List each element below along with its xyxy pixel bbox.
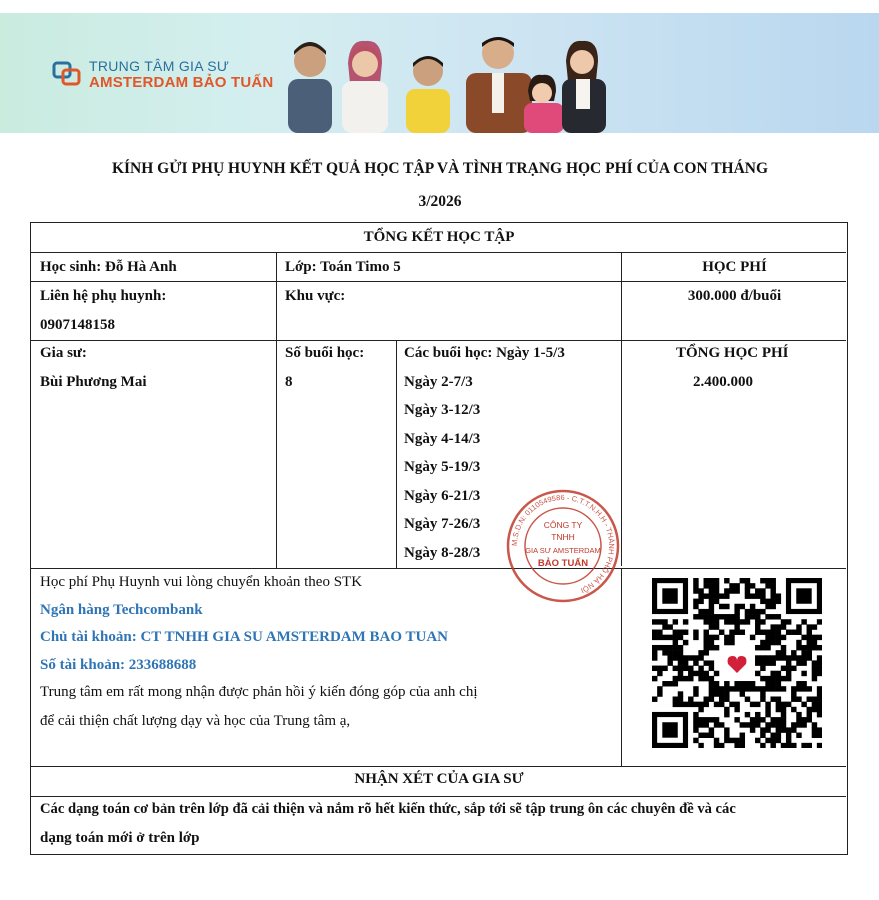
stamp-line: GIA SƯ AMSTERDAM <box>525 546 601 555</box>
sessions-label: Số buổi học: <box>285 345 365 361</box>
company-stamp-icon <box>505 488 621 604</box>
fee-per-session: 300.000 đ/buổi <box>687 288 782 304</box>
bank-name: Ngân hàng Techcombank <box>40 602 203 618</box>
tutor-name: Bùi Phương Mai <box>40 374 147 390</box>
session-date: Ngày 8-28/3 <box>404 545 481 561</box>
session-date: Ngày 3-12/3 <box>404 402 481 418</box>
logo-icon <box>52 61 82 87</box>
tutor-comment: Các dạng toán cơ bản trên lớp đã cải thiện và nắm rõ hết kiến thức, sắp tới sẽ tập trung ôn các chuyên đề và các <box>40 801 736 817</box>
tutor-comment-cont: dạng toán mới ở trên lớp <box>40 830 200 846</box>
feedback-request: Trung tâm em rất mong nhận được phản hồi ý kiến đóng góp của anh chị <box>40 684 478 700</box>
session-date: Ngày 7-26/3 <box>404 516 481 532</box>
account-number: Số tài khoản: 233688688 <box>40 657 197 673</box>
banner-people-image <box>270 31 610 133</box>
session-date: Các buổi học: Ngày 1-5/3 <box>404 345 565 361</box>
account-holder: Chủ tài khoản: CT TNHH GIA SU AMSTERDAM BAO TUAN <box>40 629 449 645</box>
stamp-line: BẢO TUẤN <box>537 558 589 569</box>
total-fee-value: 2.400.000 <box>693 374 753 390</box>
payment-instructions: Học phí Phụ Huynh vui lòng chuyển khoản theo STK <box>40 574 363 590</box>
logo-text-top: TRUNG TÂM GIA SƯ <box>89 58 230 74</box>
total-fee-label: TỔNG HỌC PHÍ <box>676 345 789 361</box>
page-title: KÍNH GỬI PHỤ HUYNH KẾT QUẢ HỌC TẬP VÀ TÌNH TRẠNG HỌC PHÍ CỦA CON THÁNG <box>111 160 769 177</box>
parent-phone: 0907148158 <box>40 317 115 333</box>
qr-code-icon <box>652 578 822 748</box>
report-table <box>30 222 848 855</box>
sessions-count: 8 <box>285 374 293 390</box>
fee-header: HỌC PHÍ <box>702 259 767 275</box>
page-title-month: 3/2026 <box>418 193 462 210</box>
table-header-summary: TỔNG KẾT HỌC TẬP <box>363 229 515 245</box>
logo-text-bottom: AMSTERDAM BẢO TUẤN <box>89 74 274 91</box>
area-label: Khu vực: <box>285 288 346 304</box>
class-name: Lớp: Toán Timo 5 <box>285 259 401 275</box>
stamp-ring-text: M.S.D.N: 0110549586 - C.T.T.N.H.H - THÀNH PHỐ HÀ NỘI <box>509 492 617 596</box>
tutor-label: Gia sư: <box>40 345 87 361</box>
header-banner <box>0 13 879 133</box>
feedback-request-cont: để cải thiện chất lượng dạy và học của Trung tâm ạ, <box>40 713 351 729</box>
tutor-comment-header: NHẬN XÉT CỦA GIA SƯ <box>354 771 524 787</box>
session-date: Ngày 4-14/3 <box>404 431 481 447</box>
session-date: Ngày 5-19/3 <box>404 459 481 475</box>
stamp-line: CÔNG TY <box>543 520 583 530</box>
parent-contact-label: Liên hệ phụ huynh: <box>40 288 167 304</box>
session-date: Ngày 6-21/3 <box>404 488 481 504</box>
student-name: Học sinh: Đỗ Hà Anh <box>40 259 177 275</box>
stamp-line: TNHH <box>551 532 575 542</box>
session-date: Ngày 2-7/3 <box>404 374 473 390</box>
